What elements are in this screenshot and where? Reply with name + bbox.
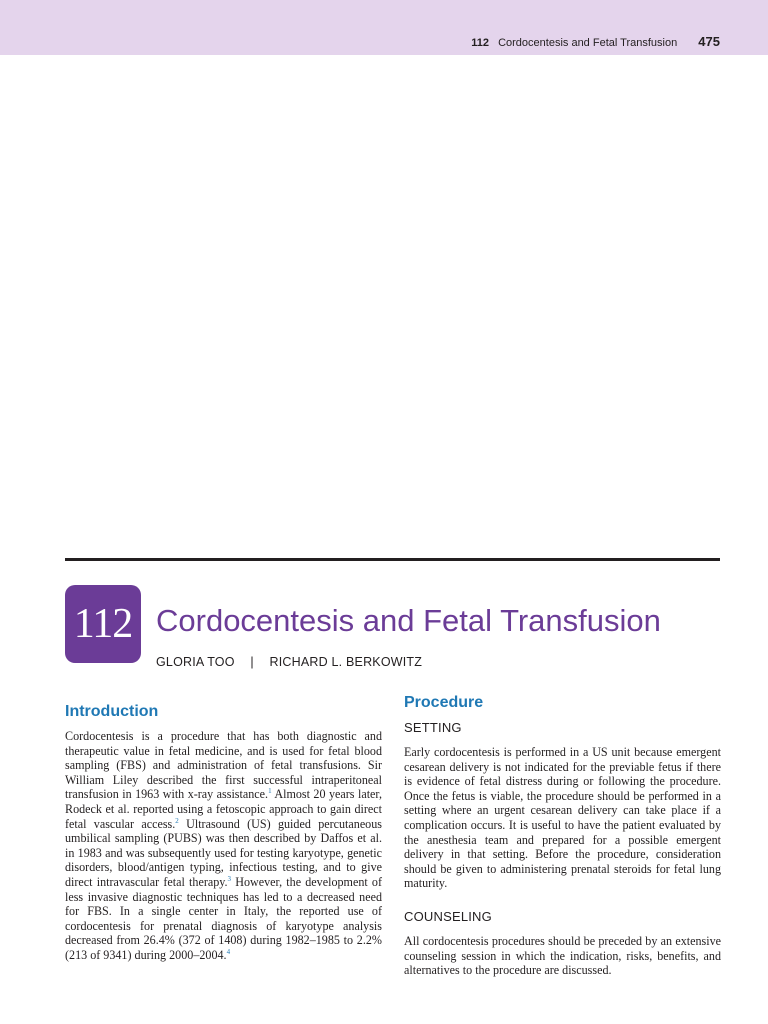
- author-name: GLORIA TOO: [156, 655, 235, 669]
- reference-marker[interactable]: 2: [175, 816, 179, 825]
- counseling-heading: COUNSELING: [404, 908, 492, 924]
- running-head-chapter-number: 112: [471, 37, 490, 49]
- intro-text-3: Ultrasound (US) guided percutaneous umbilical sampling (PUBS) was then described by Daffos et al. in 1983 and was subsequently used for testing karyotype, genetic disorders, blood/antigen typing, infectious testing, and to give direct intravascular fetal therapy.: [65, 816, 382, 889]
- running-head: [471, 34, 720, 49]
- reference-marker[interactable]: 4: [226, 947, 231, 956]
- left-column: [65, 703, 382, 963]
- author-separator: |: [250, 655, 254, 669]
- setting-paragraph: Early cordocentesis is performed in a US unit because emergent cesarean delivery is not indicated for the previable fetus if there is evidence of fetal distress during or following the procedure. Once the fetus is viable, the procedure should be performed in a setting where an urgent cesarean delivery can take place if a complication occurs. It is useful to have the patient evaluated by the anesthesia team and prepared for a possible emergent delivery in that setting. Before the procedure, consideration should be given to administering prenatal steroids for fetal lung maturity.: [404, 745, 721, 891]
- reference-marker[interactable]: 1: [268, 787, 272, 796]
- intro-text-2: Almost 20 years later, Rodeck et al. reported using a fetoscopic approach to gain direct fetal vascular access.: [65, 787, 382, 831]
- right-column: [404, 694, 721, 978]
- page-number: 475: [698, 34, 720, 49]
- author-name: RICHARD L. BERKOWITZ: [269, 655, 423, 669]
- introduction-heading: Introduction: [65, 703, 159, 720]
- reference-marker[interactable]: 3: [227, 874, 232, 883]
- running-head-title: Cordocentesis and Fetal Transfusion: [498, 37, 678, 49]
- intro-text-4: However, the development of less invasive diagnostic techniques has led to a decreased need for FBS. In a single center in Italy, the reported use of cordocentesis for prenatal diagnosis of karyotype analysis decreased from 26.4% (372 of 1408) during 1982–1985 to 2.2% (213 of 9341) during 2000–2004.: [65, 874, 382, 962]
- procedure-heading: Procedure: [404, 694, 484, 711]
- author-line: [156, 655, 422, 669]
- chapter-title: Cordocentesis and Fetal Transfusion: [156, 603, 661, 638]
- chapter-rule: [65, 558, 720, 561]
- section-gap: [404, 891, 721, 909]
- intro-text-1: Cordocentesis is a procedure that has both diagnostic and therapeutic value in fetal medicine, and is used for fetal blood sampling (FBS) and administration of fetal transfusions. Sir William Liley described the first successful intraperitoneal transfusion in 1963 with x-ray assistance.: [65, 729, 382, 802]
- counseling-paragraph: All cordocentesis procedures should be preceded by an extensive counseling session in which the indication, risks, benefits, and alternatives to the procedure are discussed.: [404, 933, 721, 978]
- setting-heading: SETTING: [404, 720, 462, 735]
- chapter-number-badge: 112: [65, 585, 141, 663]
- introduction-paragraph: [65, 729, 382, 963]
